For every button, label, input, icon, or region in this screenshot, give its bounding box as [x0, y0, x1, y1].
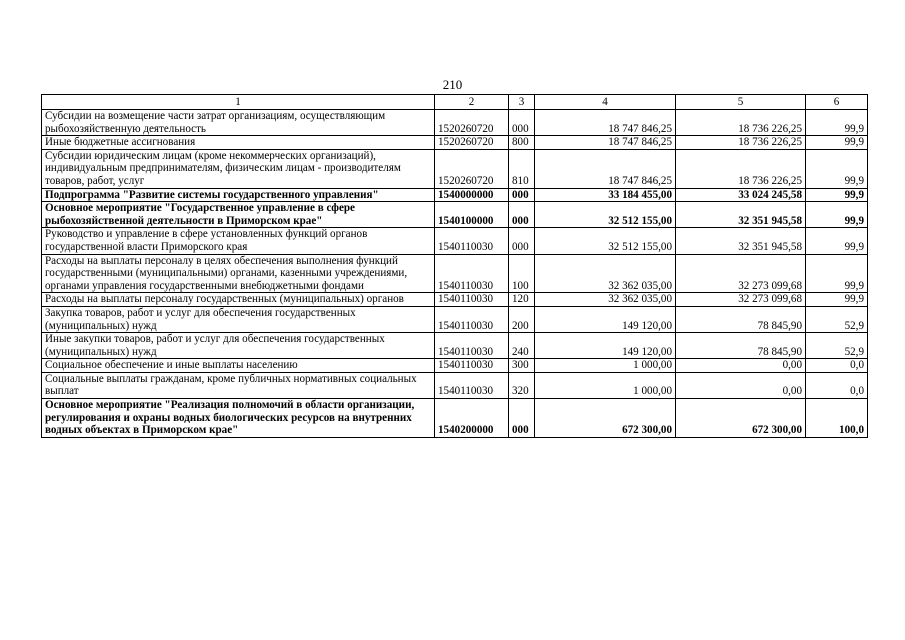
- row-name: Иные бюджетные ассигнования: [42, 136, 435, 150]
- row-code: 1540110030: [435, 359, 509, 373]
- row-name: Подпрограмма "Развитие системы государственного управления": [42, 188, 435, 202]
- table-row: [42, 359, 868, 373]
- row-plan: 1 000,00: [535, 359, 676, 373]
- row-percent: 52,9: [806, 306, 868, 332]
- row-plan: 18 747 846,25: [535, 136, 676, 150]
- row-fact: 672 300,00: [676, 399, 806, 438]
- row-fact: 18 736 226,25: [676, 110, 806, 136]
- row-code: 1540110030: [435, 333, 509, 359]
- row-fact: 33 024 245,58: [676, 188, 806, 202]
- row-type: 000: [509, 110, 535, 136]
- table-row: [42, 202, 868, 228]
- row-plan: 32 362 035,00: [535, 254, 676, 293]
- table-row: [42, 399, 868, 438]
- row-percent: 52,9: [806, 333, 868, 359]
- row-fact: 18 736 226,25: [676, 149, 806, 188]
- row-name: Основное мероприятие "Реализация полномочий в области организации, регулирования и охраны водных биологических ресурсов на внутренних водных объектах в Приморском крае": [42, 399, 435, 438]
- table-row: [42, 293, 868, 307]
- row-name: Субсидии на возмещение части затрат организациям, осуществляющим рыбохозяйственную деятельность: [42, 110, 435, 136]
- row-code: 1540000000: [435, 188, 509, 202]
- row-fact: 0,00: [676, 372, 806, 398]
- row-type: 800: [509, 136, 535, 150]
- row-plan: 149 120,00: [535, 306, 676, 332]
- row-percent: 99,9: [806, 188, 868, 202]
- row-code: 1540110030: [435, 306, 509, 332]
- column-header-5: 5: [676, 95, 806, 110]
- row-code: 1540200000: [435, 399, 509, 438]
- row-type: 000: [509, 202, 535, 228]
- table-row: [42, 333, 868, 359]
- row-percent: 99,9: [806, 254, 868, 293]
- row-name: Иные закупки товаров, работ и услуг для обеспечения государственных (муниципальных) нужд: [42, 333, 435, 359]
- row-name: Основное мероприятие "Государственное управление в сфере рыбохозяйственной деятельности в Приморском крае": [42, 202, 435, 228]
- column-header-4: 4: [535, 95, 676, 110]
- row-percent: 0,0: [806, 372, 868, 398]
- row-type: 300: [509, 359, 535, 373]
- row-percent: 99,9: [806, 136, 868, 150]
- row-plan: 149 120,00: [535, 333, 676, 359]
- row-percent: 99,9: [806, 149, 868, 188]
- row-fact: 78 845,90: [676, 333, 806, 359]
- row-code: 1520260720: [435, 110, 509, 136]
- page-number: 210: [442, 77, 463, 92]
- table-row: [42, 254, 868, 293]
- row-fact: 32 273 099,68: [676, 254, 806, 293]
- row-type: 120: [509, 293, 535, 307]
- row-name: Субсидии юридическим лицам (кроме некоммерческих организаций), индивидуальным предпринимателям, физическим лицам - производителям товаров, работ, услуг: [42, 149, 435, 188]
- row-type: 000: [509, 228, 535, 254]
- row-type: 320: [509, 372, 535, 398]
- row-fact: 0,00: [676, 359, 806, 373]
- row-name: Руководство и управление в сфере установленных функций органов государственной власти Приморского края: [42, 228, 435, 254]
- row-name: Социальные выплаты гражданам, кроме публичных нормативных социальных выплат: [42, 372, 435, 398]
- column-header-6: 6: [806, 95, 868, 110]
- table-row: [42, 110, 868, 136]
- row-plan: 33 184 455,00: [535, 188, 676, 202]
- budget-table: [41, 94, 868, 438]
- row-code: 1520260720: [435, 149, 509, 188]
- row-percent: 100,0: [806, 399, 868, 438]
- row-name: Социальное обеспечение и иные выплаты населению: [42, 359, 435, 373]
- row-plan: 18 747 846,25: [535, 149, 676, 188]
- row-code: 1540110030: [435, 254, 509, 293]
- row-plan: 1 000,00: [535, 372, 676, 398]
- row-code: 1540110030: [435, 228, 509, 254]
- row-fact: 18 736 226,25: [676, 136, 806, 150]
- row-plan: 32 362 035,00: [535, 293, 676, 307]
- row-plan: 672 300,00: [535, 399, 676, 438]
- row-plan: 32 512 155,00: [535, 202, 676, 228]
- table-row: [42, 149, 868, 188]
- table-header-row: [42, 95, 868, 110]
- row-name: Расходы на выплаты персоналу в целях обеспечения выполнения функций государственными (муниципальными) органами, казенными учреждениями, органами управления государственными внебюджетными фондами: [42, 254, 435, 293]
- column-header-1: 1: [42, 95, 435, 110]
- table-row: [42, 136, 868, 150]
- row-plan: 32 512 155,00: [535, 228, 676, 254]
- row-type: 000: [509, 399, 535, 438]
- row-type: 240: [509, 333, 535, 359]
- row-percent: 0,0: [806, 359, 868, 373]
- column-header-2: 2: [435, 95, 509, 110]
- row-name: Расходы на выплаты персоналу государственных (муниципальных) органов: [42, 293, 435, 307]
- column-header-3: 3: [509, 95, 535, 110]
- row-type: 100: [509, 254, 535, 293]
- row-fact: 32 351 945,58: [676, 228, 806, 254]
- row-code: 1540110030: [435, 372, 509, 398]
- row-code: 1540110030: [435, 293, 509, 307]
- row-percent: 99,9: [806, 293, 868, 307]
- row-type: 000: [509, 188, 535, 202]
- row-type: 810: [509, 149, 535, 188]
- table-row: [42, 188, 868, 202]
- row-name: Закупка товаров, работ и услуг для обеспечения государственных (муниципальных) нужд: [42, 306, 435, 332]
- table-row: [42, 306, 868, 332]
- row-fact: 32 351 945,58: [676, 202, 806, 228]
- table-row: [42, 228, 868, 254]
- row-plan: 18 747 846,25: [535, 110, 676, 136]
- row-fact: 78 845,90: [676, 306, 806, 332]
- row-percent: 99,9: [806, 202, 868, 228]
- row-percent: 99,9: [806, 110, 868, 136]
- row-code: 1520260720: [435, 136, 509, 150]
- row-type: 200: [509, 306, 535, 332]
- row-fact: 32 273 099,68: [676, 293, 806, 307]
- row-percent: 99,9: [806, 228, 868, 254]
- table-row: [42, 372, 868, 398]
- row-code: 1540100000: [435, 202, 509, 228]
